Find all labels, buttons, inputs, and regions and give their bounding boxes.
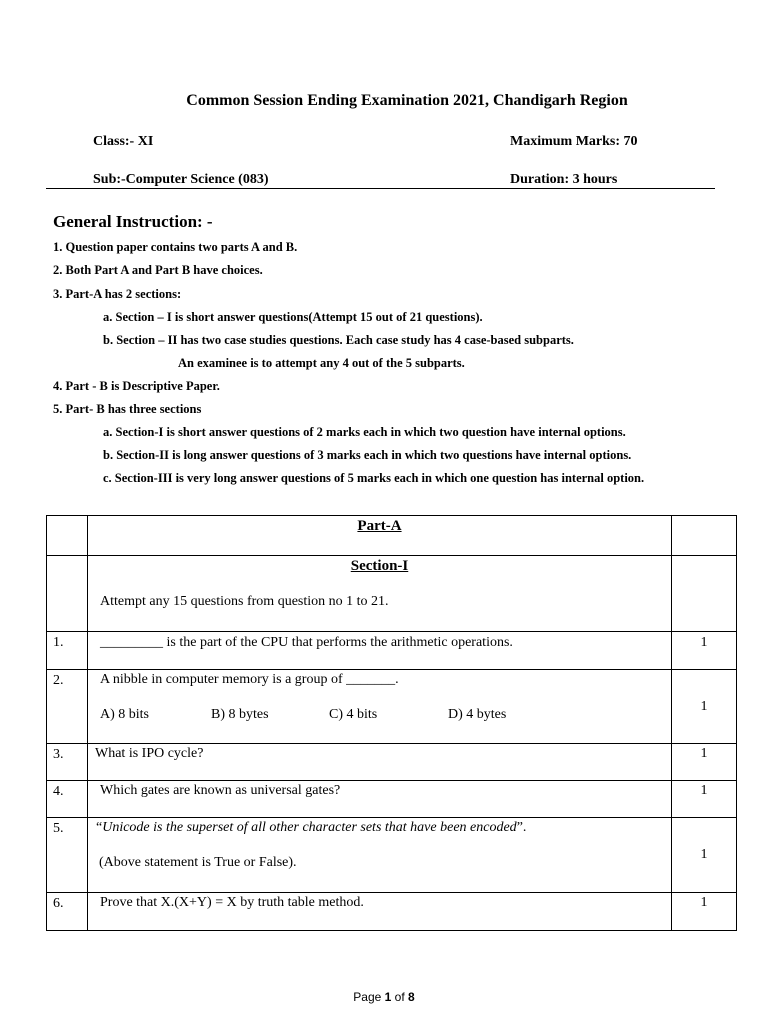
instruction-line: 1. Question paper contains two parts A and B. <box>53 240 298 254</box>
table-row <box>47 893 737 931</box>
quoted-statement: Unicode is the superset of all other character sets that have been encoded <box>102 820 517 835</box>
instruction-line: 2. Both Part A and Part B have choices. <box>53 263 263 277</box>
question-marks: 1 <box>672 744 737 781</box>
table-row <box>47 781 737 818</box>
subject-label: Sub:-Computer Science (083) <box>93 172 269 187</box>
question-marks: 1 <box>672 818 737 893</box>
question-number: 1. <box>47 632 88 670</box>
duration-label: Duration: 3 hours <box>510 172 618 187</box>
option-d: D) 4 bytes <box>448 707 507 722</box>
instruction-line: a. Section-I is short answer questions of 2 marks each in which two question have internal options. <box>103 425 626 439</box>
option-c: C) 4 bits <box>329 707 378 722</box>
section-instruction: Attempt any 15 questions from question no 1 to 21. <box>100 594 389 609</box>
table-row <box>47 632 737 670</box>
max-marks: Maximum Marks: 70 <box>510 134 638 149</box>
table-row <box>47 670 737 744</box>
instructions-heading: General Instruction: - <box>53 212 213 231</box>
option-b: B) 8 bytes <box>211 707 269 722</box>
instruction-line: c. Section-III is very long answer questions of 5 marks each in which one question has internal option. <box>103 471 645 485</box>
question-text: Which gates are known as universal gates? <box>100 783 341 798</box>
table-row <box>47 516 737 556</box>
instruction-line: 4. Part - B is Descriptive Paper. <box>53 379 220 393</box>
option-a: A) 8 bits <box>100 707 149 722</box>
open-quote: “ <box>96 820 103 835</box>
question-number: 5. <box>47 818 88 893</box>
page-word: Page <box>353 990 382 1004</box>
part-heading: Part-A <box>357 518 402 534</box>
question-text: _________ is the part of the CPU that performs the arithmetic operations. <box>100 635 513 650</box>
answer-options <box>88 688 671 723</box>
instruction-line: a. Section – I is short answer questions(Attempt 15 out of 21 questions). <box>103 310 483 324</box>
question-text <box>88 818 671 836</box>
instruction-line: 3. Part-A has 2 sections: <box>53 287 182 301</box>
table-row <box>47 744 737 781</box>
question-text: What is IPO cycle? <box>95 746 204 761</box>
instruction-line: b. Section – II has two case studies questions. Each case study has 4 case-based subparts. <box>103 333 574 347</box>
question-text: A nibble in computer memory is a group of _______. <box>100 672 399 687</box>
question-text: Prove that X.(X+Y) = X by truth table method. <box>100 895 364 910</box>
question-number: 4. <box>47 781 88 818</box>
question-marks: 1 <box>672 670 737 744</box>
exam-title: Common Session Ending Examination 2021, Chandigarh Region <box>186 92 628 109</box>
class-label: Class:- XI <box>93 134 154 149</box>
instruction-line: An examinee is to attempt any 4 out of the 5 subparts. <box>178 356 465 370</box>
question-marks: 1 <box>672 632 737 670</box>
question-number: 3. <box>47 744 88 781</box>
question-marks: 1 <box>672 893 737 931</box>
section-heading: Section-I <box>350 558 409 574</box>
question-number: 6. <box>47 893 88 931</box>
page-number: 1 <box>384 990 392 1004</box>
question-marks: 1 <box>672 781 737 818</box>
page-footer <box>0 990 768 1004</box>
question-subtext: (Above statement is True or False). <box>99 855 297 870</box>
table-row <box>47 818 737 893</box>
table-row <box>47 556 737 632</box>
of-word: of <box>394 990 405 1004</box>
close-quote: ”. <box>516 820 527 835</box>
instruction-line: 5. Part- B has three sections <box>53 402 202 416</box>
page-total: 8 <box>408 990 415 1004</box>
question-table <box>46 515 737 931</box>
question-number: 2. <box>47 670 88 744</box>
header-divider <box>46 188 715 189</box>
instruction-line: b. Section-II is long answer questions of 3 marks each in which two questions have internal options. <box>103 448 632 462</box>
